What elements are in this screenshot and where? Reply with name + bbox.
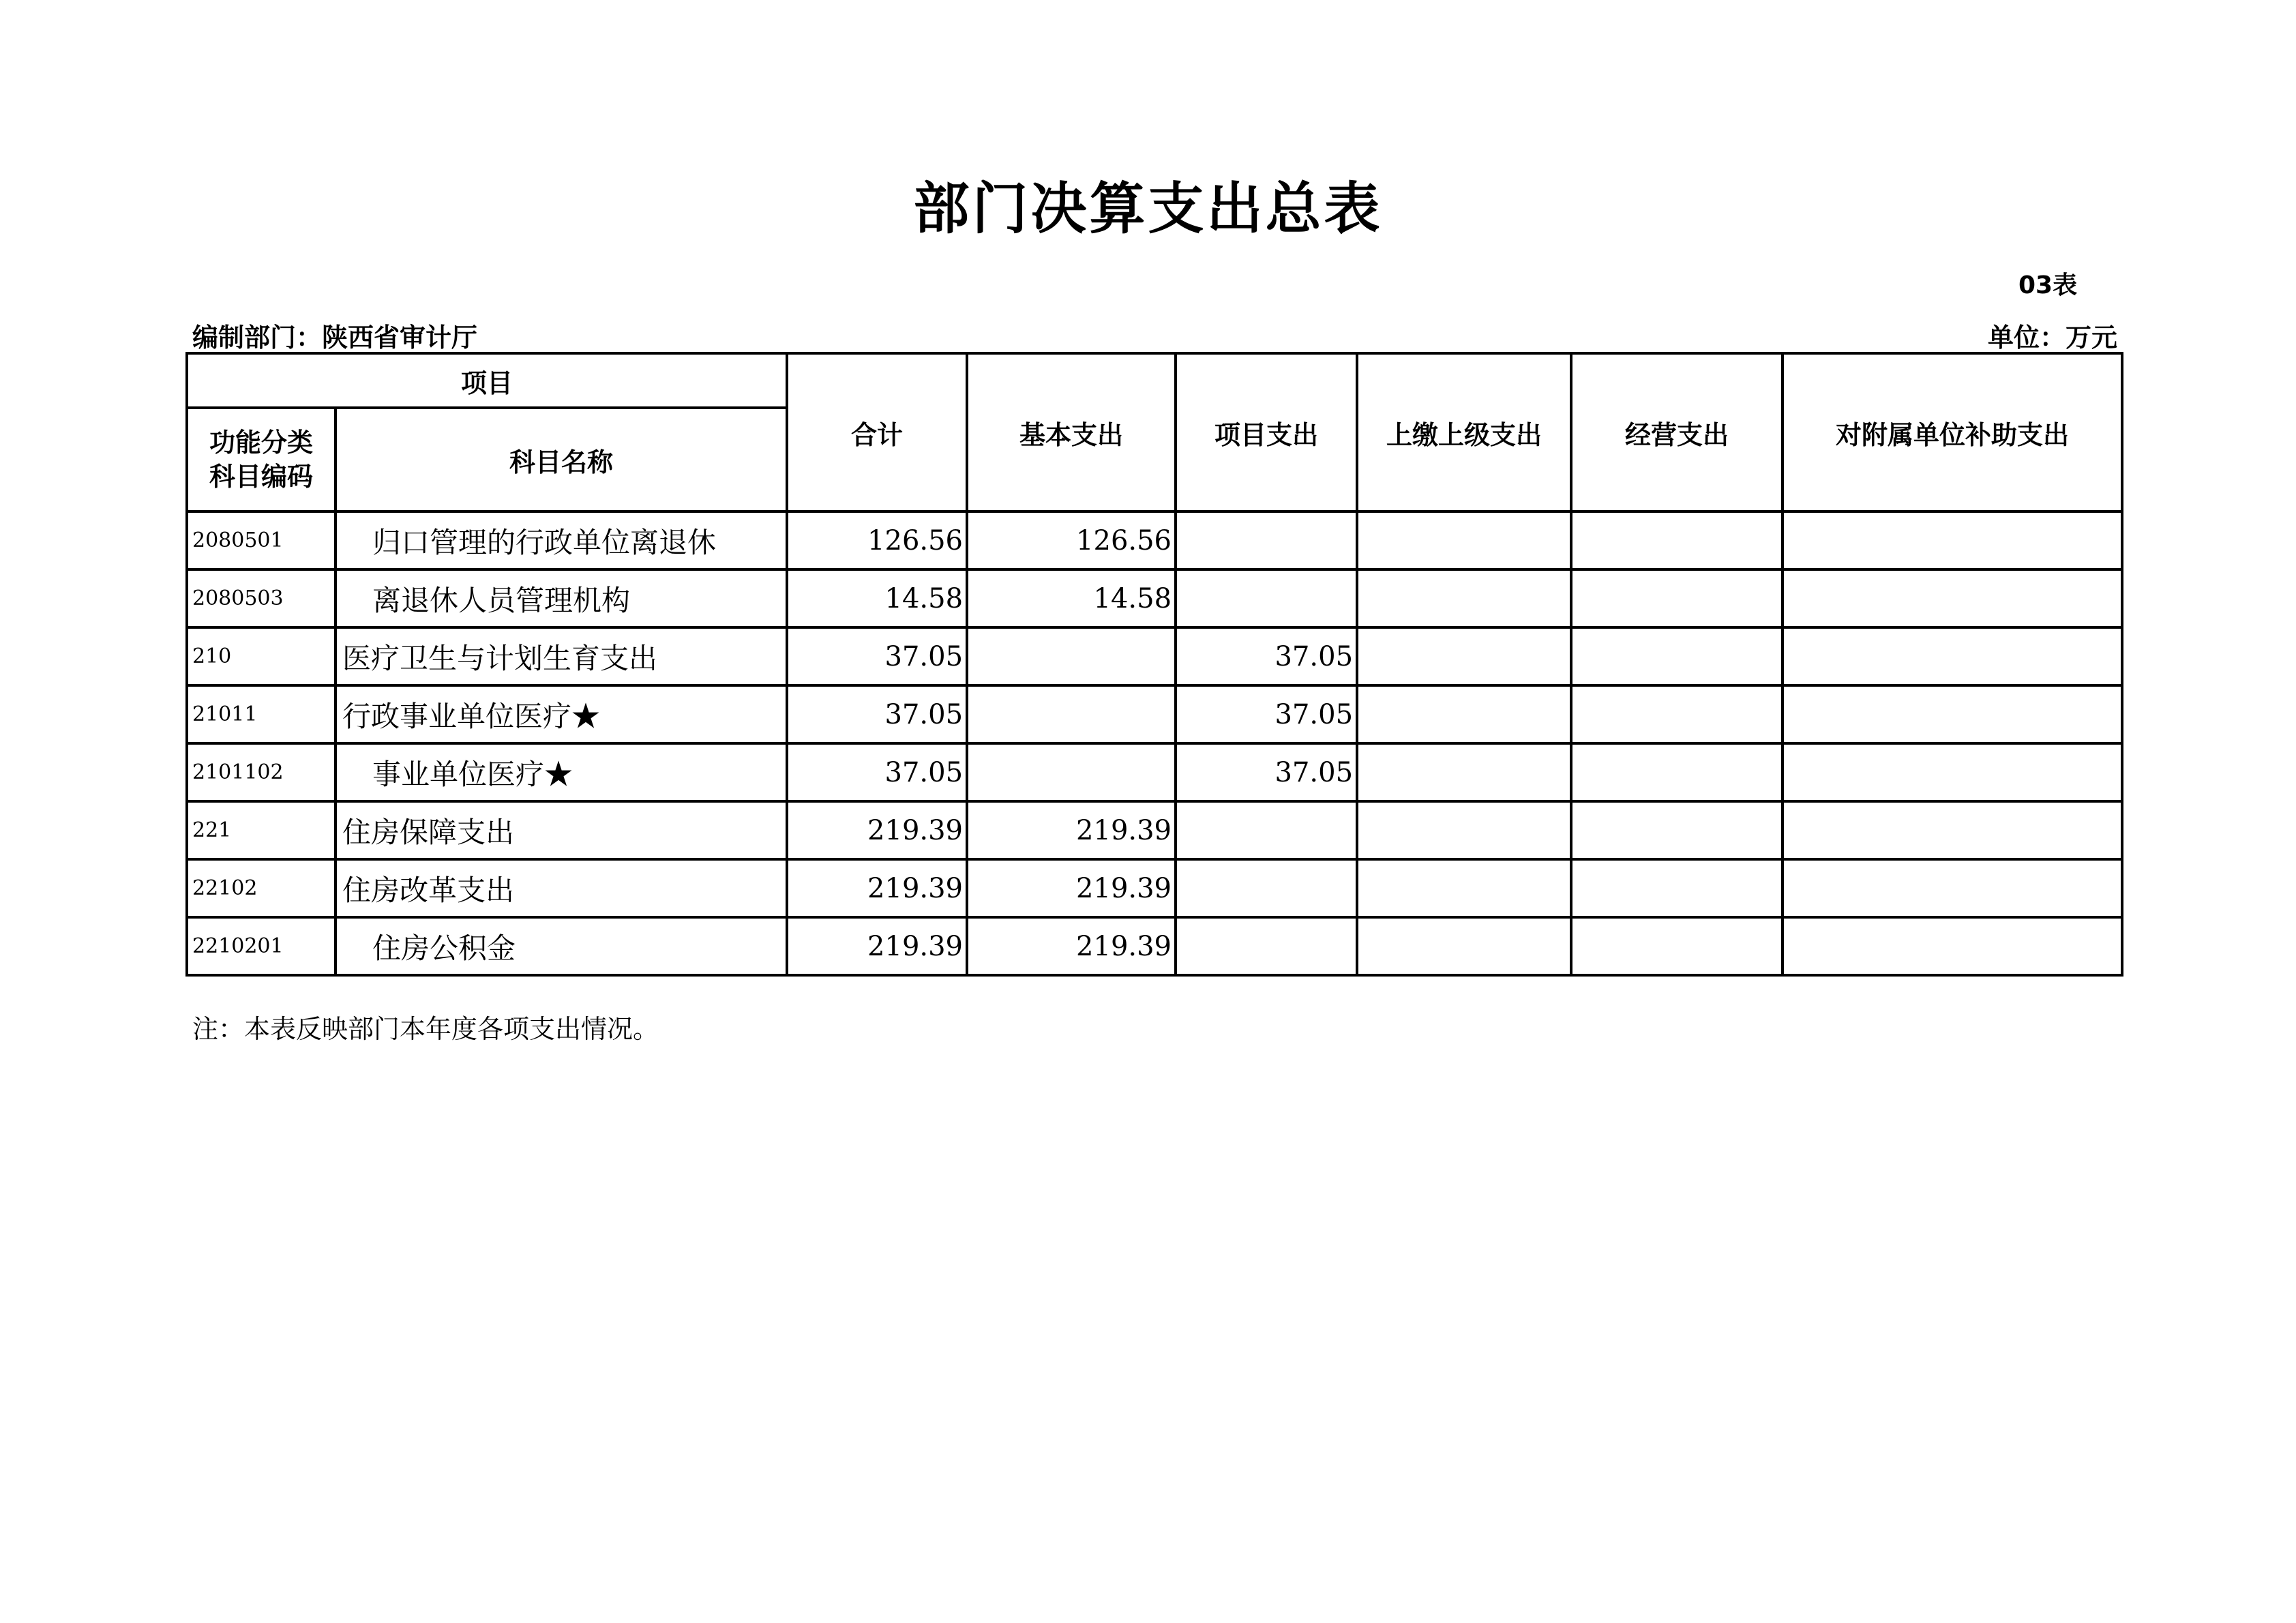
cell-upper	[1357, 569, 1571, 627]
cell-total: 37.05	[787, 685, 967, 743]
cell-total: 219.39	[787, 859, 967, 917]
table-row	[187, 859, 2122, 917]
header-subsidy: 对附属单位补助支出	[1783, 353, 2122, 511]
cell-business	[1571, 859, 1783, 917]
cell-code: 2210201	[187, 917, 336, 975]
footnote: 注：本表反映部门本年度各项支出情况。	[192, 1014, 659, 1044]
cell-basic	[967, 743, 1176, 801]
table-row	[187, 511, 2122, 569]
cell-basic	[967, 685, 1176, 743]
table-row	[187, 917, 2122, 975]
cell-upper	[1357, 743, 1571, 801]
cell-business	[1571, 685, 1783, 743]
cell-business	[1571, 801, 1783, 859]
cell-subsidy	[1783, 917, 2122, 975]
cell-project: 37.05	[1176, 627, 1357, 685]
cell-basic: 219.39	[967, 801, 1176, 859]
cell-upper	[1357, 627, 1571, 685]
department-label: 编制部门：陕西省审计厅	[192, 323, 478, 353]
unit-label: 单位：万元	[1987, 323, 2117, 353]
cell-basic: 219.39	[967, 917, 1176, 975]
cell-upper	[1357, 801, 1571, 859]
cell-business	[1571, 511, 1783, 569]
header-code: 功能分类 科目编码	[187, 408, 336, 511]
cell-name: 行政事业单位医疗★	[336, 685, 787, 743]
cell-total: 219.39	[787, 917, 967, 975]
cell-basic: 14.58	[967, 569, 1176, 627]
cell-name: 住房公积金	[336, 917, 787, 975]
cell-business	[1571, 627, 1783, 685]
cell-total: 37.05	[787, 743, 967, 801]
cell-subsidy	[1783, 685, 2122, 743]
cell-project	[1176, 801, 1357, 859]
cell-total: 37.05	[787, 627, 967, 685]
cell-subsidy	[1783, 627, 2122, 685]
cell-total: 126.56	[787, 511, 967, 569]
table-row	[187, 569, 2122, 627]
page-title: 部门决算支出总表	[913, 177, 1383, 241]
cell-code: 2080503	[187, 569, 336, 627]
cell-upper	[1357, 511, 1571, 569]
table-row	[187, 627, 2122, 685]
cell-name: 住房保障支出	[336, 801, 787, 859]
cell-basic	[967, 627, 1176, 685]
cell-code: 2101102	[187, 743, 336, 801]
table-row	[187, 685, 2122, 743]
cell-subsidy	[1783, 801, 2122, 859]
cell-code: 2080501	[187, 511, 336, 569]
cell-name: 离退休人员管理机构	[336, 569, 787, 627]
cell-subsidy	[1783, 569, 2122, 627]
cell-project	[1176, 569, 1357, 627]
header-business: 经营支出	[1571, 353, 1783, 511]
table-row	[187, 743, 2122, 801]
cell-project	[1176, 511, 1357, 569]
cell-project: 37.05	[1176, 743, 1357, 801]
cell-project	[1176, 859, 1357, 917]
expenditure-table	[185, 352, 2123, 977]
cell-project	[1176, 917, 1357, 975]
cell-business	[1571, 917, 1783, 975]
header-basic: 基本支出	[967, 353, 1176, 511]
table-number: 03表	[2018, 271, 2078, 299]
header-item: 项目	[187, 353, 787, 408]
header-upper: 上缴上级支出	[1357, 353, 1571, 511]
cell-upper	[1357, 685, 1571, 743]
cell-total: 14.58	[787, 569, 967, 627]
cell-code: 221	[187, 801, 336, 859]
table-row	[187, 801, 2122, 859]
cell-basic: 126.56	[967, 511, 1176, 569]
cell-subsidy	[1783, 743, 2122, 801]
header-total: 合计	[787, 353, 967, 511]
header-project: 项目支出	[1176, 353, 1357, 511]
cell-subsidy	[1783, 511, 2122, 569]
cell-code: 210	[187, 627, 336, 685]
cell-name: 住房改革支出	[336, 859, 787, 917]
cell-business	[1571, 569, 1783, 627]
cell-total: 219.39	[787, 801, 967, 859]
cell-subsidy	[1783, 859, 2122, 917]
cell-code: 21011	[187, 685, 336, 743]
cell-upper	[1357, 859, 1571, 917]
cell-business	[1571, 743, 1783, 801]
cell-code: 22102	[187, 859, 336, 917]
header-name: 科目名称	[336, 408, 787, 511]
cell-basic: 219.39	[967, 859, 1176, 917]
cell-name: 医疗卫生与计划生育支出	[336, 627, 787, 685]
cell-name: 事业单位医疗★	[336, 743, 787, 801]
cell-project: 37.05	[1176, 685, 1357, 743]
cell-name: 归口管理的行政单位离退休	[336, 511, 787, 569]
cell-upper	[1357, 917, 1571, 975]
